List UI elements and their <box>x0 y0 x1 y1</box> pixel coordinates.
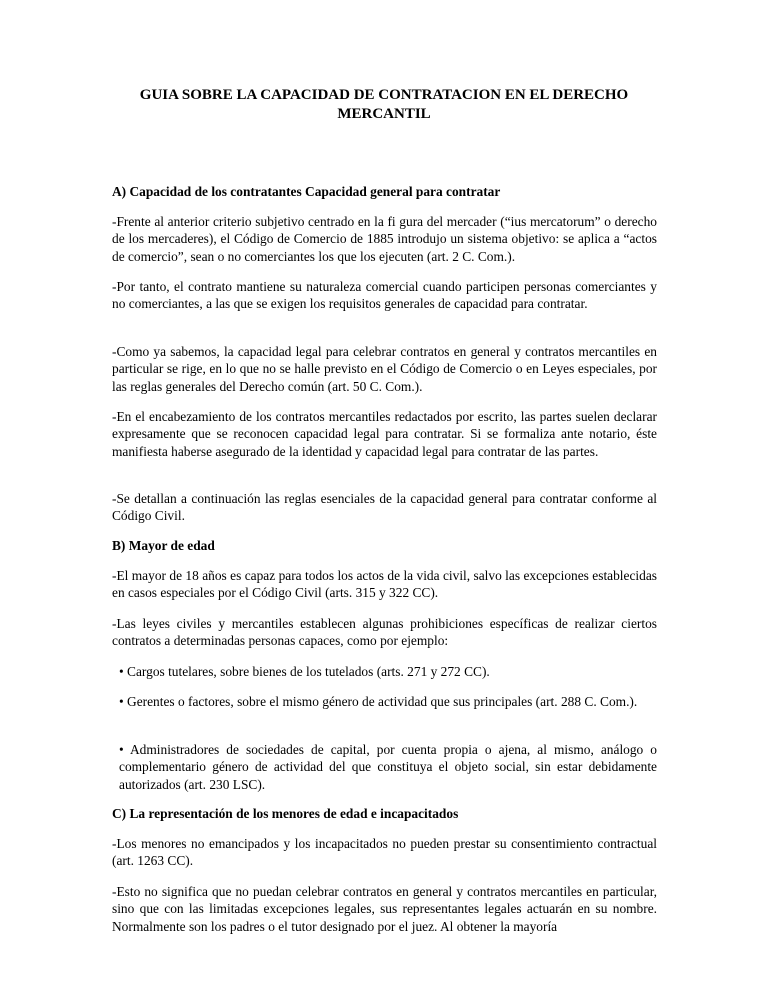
list-item: • Cargos tutelares, sobre bienes de los tutelados (arts. 271 y 272 CC). <box>119 664 490 679</box>
section-a-paragraph-1: -Frente al anterior criterio subjetivo centrado en la fi gura del mercader (“ius mercatorum” o derecho de los mercaderes), el Código de Comercio de 1885 introdujo un sistema objetivo: se aplica a “actos de comercio”, sean o no comerciantes los que los ejecuten (art. 2 C. Com.). <box>112 214 657 264</box>
section-a-paragraph-2: -Por tanto, el contrato mantiene su naturaleza comercial cuando participen personas comerciantes y no comerciantes, a las que se exigen los requisitos generales de capacidad para contratar. <box>112 279 657 312</box>
section-c-paragraph-2: -Esto no significa que no puedan celebrar contratos en general y contratos mercantiles en particular, sino que con las limitadas excepciones legales, sus representantes legales actuarán en su nombre. Normalmente son los padres o el tutor designado por el juez. Al obtener la mayoría <box>112 884 657 934</box>
section-b-paragraph-1: -El mayor de 18 años es capaz para todos los actos de la vida civil, salvo las excepciones establecidas en casos especiales por el Código Civil (arts. 315 y 322 CC). <box>112 568 657 601</box>
section-a-paragraph-4: -En el encabezamiento de los contratos mercantiles redactados por escrito, las partes suelen declarar expresamente que se reconocen capacidad legal para contratar. Si se formaliza ante notario, éste manifiesta haberse asegurado de la identidad y capacidad legal para contratar de las partes. <box>112 409 657 459</box>
section-a-heading: A) Capacidad de los contratantes Capacidad general para contratar <box>112 184 501 199</box>
list-item: • Gerentes o factores, sobre el mismo género de actividad que sus principales (art. 288 C. Com.). <box>119 694 638 709</box>
section-a-paragraph-3: -Como ya sabemos, la capacidad legal para celebrar contratos en general y contratos mercantiles en particular se rige, en lo que no se halle previsto en el Código de Comercio o en Leyes especiales, por las reglas generales del Derecho común (art. 50 C. Com.). <box>112 344 657 394</box>
list-item: • Administradores de sociedades de capital, por cuenta propia o ajena, al mismo, análogo o complementario género de actividad del que constituya el objeto social, sin estar debidamente autorizados (art. 230 LSC). <box>119 742 657 792</box>
section-c-heading: C) La representación de los menores de edad e incapacitados <box>112 806 459 821</box>
section-a-paragraph-5: -Se detallan a continuación las reglas esenciales de la capacidad general para contratar conforme al Código Civil. <box>112 491 657 524</box>
section-b-paragraph-2: -Las leyes civiles y mercantiles establecen algunas prohibiciones específicas de realizar ciertos contratos a determinadas personas capaces, como por ejemplo: <box>112 616 657 649</box>
section-c-paragraph-1: -Los menores no emancipados y los incapacitados no pueden prestar su consentimiento contractual (art. 1263 CC). <box>112 836 657 869</box>
document-title: GUIA SOBRE LA CAPACIDAD DE CONTRATACION EN EL DERECHO MERCANTIL <box>139 87 629 122</box>
section-b-heading: B) Mayor de edad <box>112 538 215 553</box>
